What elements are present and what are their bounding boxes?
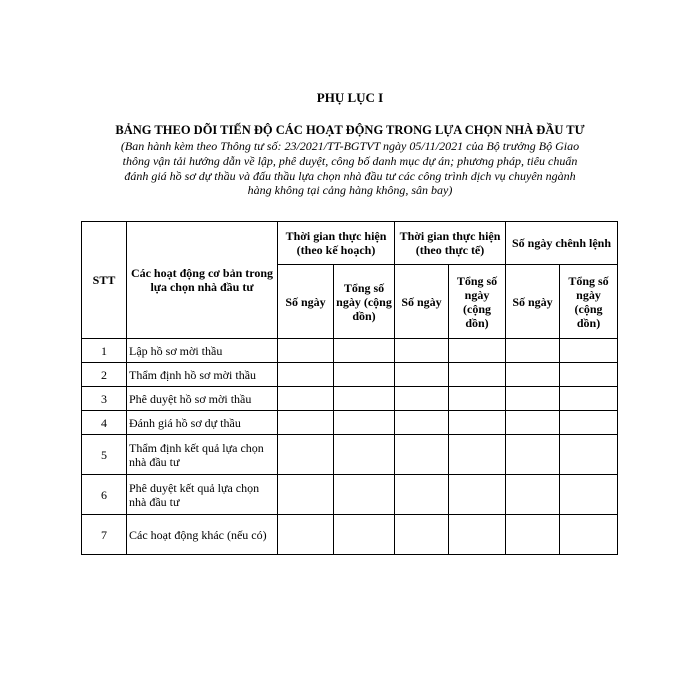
- progress-tracking-table: [81, 221, 618, 555]
- header-difference-days-sub: Số ngày: [506, 265, 560, 339]
- table-row: [82, 387, 618, 411]
- table-row: [82, 475, 618, 515]
- table-cell: [395, 363, 449, 387]
- table-cell: [560, 411, 618, 435]
- table-cell: [449, 475, 506, 515]
- table-cell: [560, 515, 618, 555]
- row-activity: Các hoạt động khác (nếu có): [127, 515, 278, 555]
- header-planned-total-days: Tổng số ngày (cộng dồn): [334, 265, 395, 339]
- row-activity: Thẩm định hồ sơ mời thầu: [127, 363, 278, 387]
- table-cell: [449, 515, 506, 555]
- table-cell: [395, 435, 449, 475]
- table-cell: [278, 435, 334, 475]
- table-cell: [506, 475, 560, 515]
- table-cell: [334, 475, 395, 515]
- table-cell: [395, 411, 449, 435]
- table-cell: [334, 435, 395, 475]
- table-cell: [560, 363, 618, 387]
- header-planned-days: Số ngày: [278, 265, 334, 339]
- table-cell: [560, 339, 618, 363]
- subtitle-line: thông vận tải hướng dẫn về lập, phê duyệt, công bố danh mục dự án; phương pháp, tiêu chuẩn: [122, 153, 578, 168]
- table-cell: [449, 339, 506, 363]
- row-stt: 5: [82, 435, 127, 475]
- table-cell: [395, 515, 449, 555]
- table-cell: [278, 515, 334, 555]
- header-actual-total-days: Tổng số ngày (cộng dồn): [449, 265, 506, 339]
- row-stt: 6: [82, 475, 127, 515]
- table-cell: [560, 387, 618, 411]
- table-cell: [334, 411, 395, 435]
- table-cell: [506, 515, 560, 555]
- table-row: [82, 339, 618, 363]
- appendix-title: PHỤ LỤC I: [316, 90, 384, 105]
- row-activity: Lập hồ sơ mời thầu: [127, 339, 278, 363]
- table-cell: [395, 387, 449, 411]
- document-title: BẢNG THEO DÕI TIẾN ĐỘ CÁC HOẠT ĐỘNG TRONG LỰA CHỌN NHÀ ĐẦU TƯ: [115, 123, 585, 137]
- table-cell: [506, 339, 560, 363]
- table-cell: [560, 435, 618, 475]
- table-cell: [395, 475, 449, 515]
- row-activity: Thẩm định kết quả lựa chọn nhà đầu tư: [127, 435, 278, 475]
- row-activity: Phê duyệt hồ sơ mời thầu: [127, 387, 278, 411]
- table-cell: [278, 387, 334, 411]
- table-cell: [278, 411, 334, 435]
- subtitle-line: hàng không tại cảng hàng không, sân bay): [247, 183, 453, 198]
- table-cell: [506, 387, 560, 411]
- table-row: [82, 363, 618, 387]
- row-stt: 4: [82, 411, 127, 435]
- header-stt: STT: [82, 222, 127, 339]
- row-stt: 7: [82, 515, 127, 555]
- table-cell: [334, 515, 395, 555]
- table-row: [82, 411, 618, 435]
- subtitle-line: đánh giá hồ sơ dự thầu và đấu thầu lựa chọn nhà đầu tư các công trình dịch vụ chuyên ngành: [124, 168, 576, 183]
- header-difference-days: Số ngày chênh lệnh: [506, 222, 618, 265]
- table-cell: [278, 363, 334, 387]
- header-actual-time: Thời gian thực hiện (theo thực tế): [395, 222, 506, 265]
- row-activity: Phê duyệt kết quả lựa chọn nhà đầu tư: [127, 475, 278, 515]
- table-cell: [334, 387, 395, 411]
- table-cell: [449, 363, 506, 387]
- table-cell: [506, 363, 560, 387]
- subtitle-line: (Ban hành kèm theo Thông tư số: 23/2021/TT-BGTVT ngày 05/11/2021 của Bộ trưởng Bộ Giao: [120, 139, 580, 153]
- table-cell: [334, 363, 395, 387]
- table-cell: [278, 339, 334, 363]
- table-cell: [506, 435, 560, 475]
- row-stt: 1: [82, 339, 127, 363]
- header-actual-days: Số ngày: [395, 265, 449, 339]
- row-stt: 2: [82, 363, 127, 387]
- row-activity: Đánh giá hồ sơ dự thầu: [127, 411, 278, 435]
- document-subtitle: [80, 139, 620, 198]
- header-activity: Các hoạt động cơ bản trong lựa chọn nhà đầu tư: [127, 222, 278, 339]
- table-cell: [334, 339, 395, 363]
- table-row: [82, 515, 618, 555]
- table-cell: [506, 411, 560, 435]
- table-cell: [560, 475, 618, 515]
- row-stt: 3: [82, 387, 127, 411]
- table-cell: [449, 435, 506, 475]
- header-planned-time: Thời gian thực hiện (theo kế hoạch): [278, 222, 395, 265]
- table-cell: [395, 339, 449, 363]
- table-cell: [278, 475, 334, 515]
- table-row: [82, 435, 618, 475]
- table-cell: [449, 387, 506, 411]
- table-cell: [449, 411, 506, 435]
- header-difference-total-days: Tổng số ngày (cộng dồn): [560, 265, 618, 339]
